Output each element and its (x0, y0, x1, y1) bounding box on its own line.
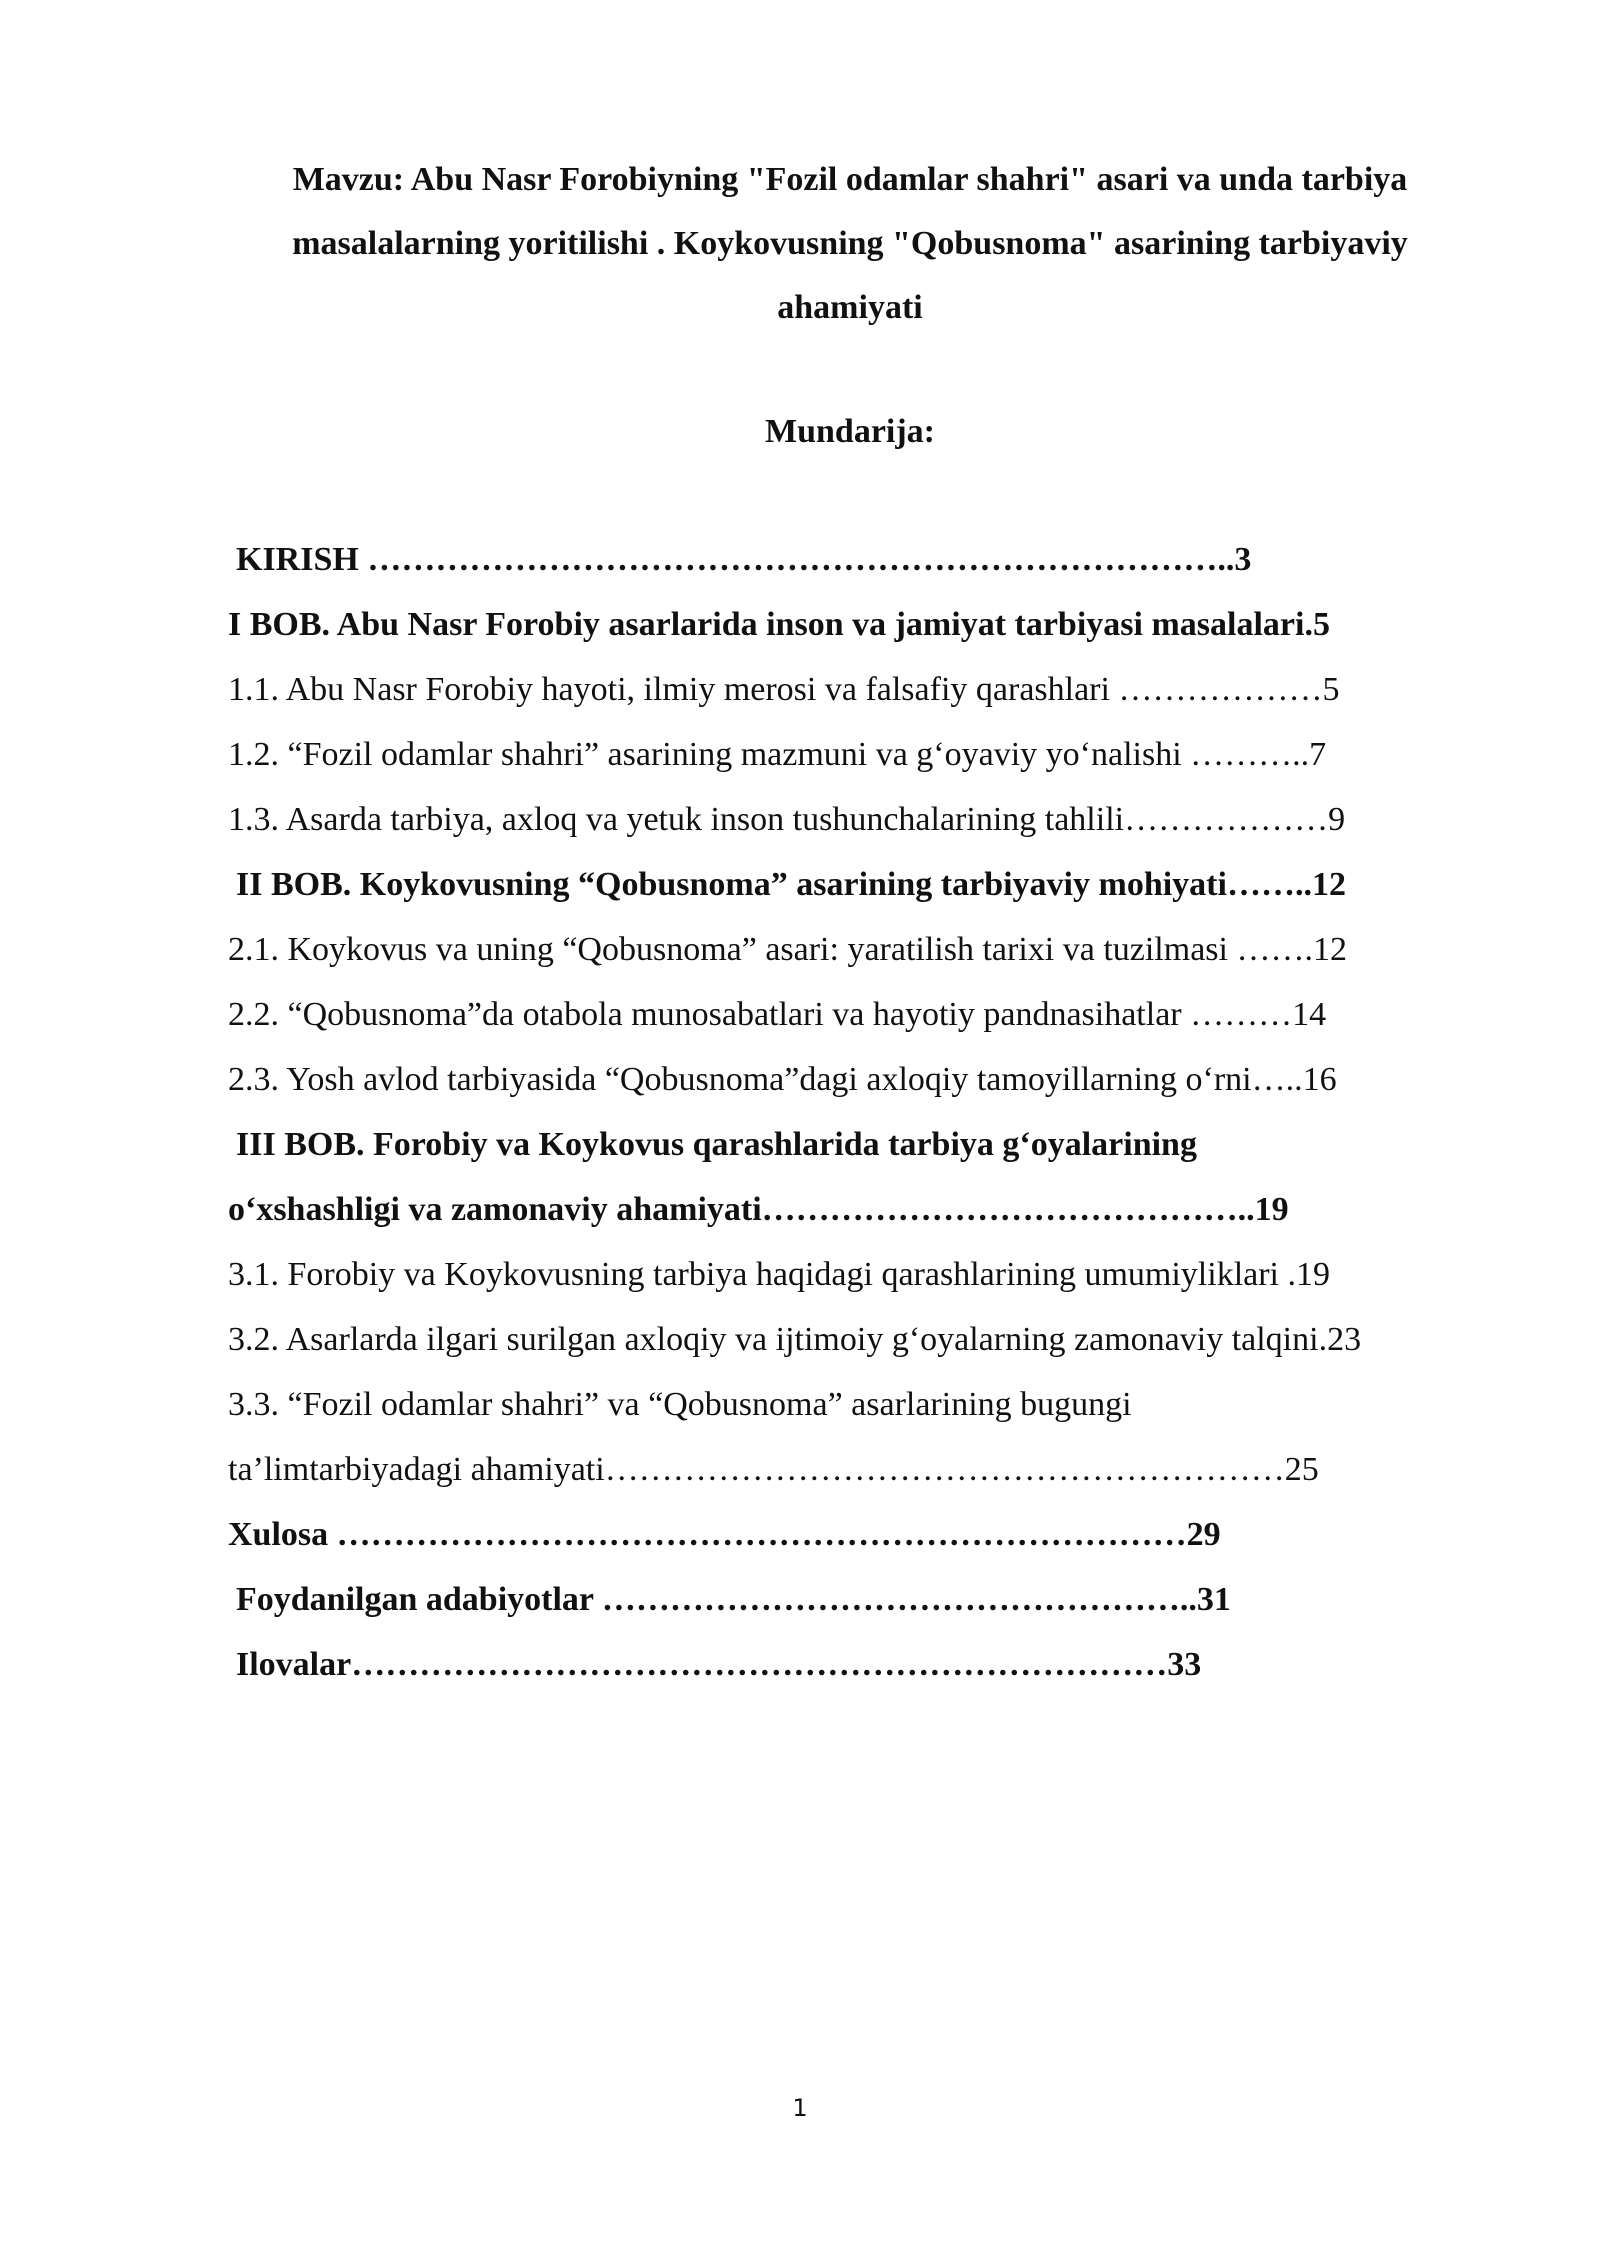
toc-entry-2-2: 2.2. “Qobusnoma”da otabola munosabatlari va hayotiy pandnasihatlar ………14 (228, 996, 1327, 1033)
toc-entry-references: Foydanilgan adabiyotlar ……………………………………………..31 (236, 1581, 1231, 1618)
toc-entry-3-3-line-2: ta’limtarbiyadagi ahamiyati……………………………………………………25 (228, 1451, 1319, 1488)
toc-entry-2-3: 2.3. Yosh avlod tarbiyasida “Qobusnoma”dagi axloqiy tamoyillarning o‘rni…..16 (228, 1061, 1337, 1098)
toc-entry-appendices: Ilovalar………………………………………………………………33 (236, 1646, 1202, 1683)
toc-entry-1-2: 1.2. “Fozil odamlar shahri” asarining mazmuni va g‘oyaviy yo‘nalishi ………..7 (228, 736, 1327, 773)
toc-entry-conclusion: Xulosa …………………………………………………………………29 (228, 1516, 1221, 1553)
toc-entry-chapter-3-line-1: III BOB. Forobiy va Koykovus qarashlarida tarbiya g‘oyalarining (236, 1126, 1197, 1163)
toc-entry-3-2: 3.2. Asarlarda ilgari surilgan axloqiy va ijtimoiy g‘oyalarning zamonaviy talqini.23 (228, 1321, 1362, 1358)
toc-entry-3-3-line-1: 3.3. “Fozil odamlar shahri” va “Qobusnoma” asarlarining bugungi (228, 1386, 1132, 1423)
toc-entry-chapter-2: II BOB. Koykovusning “Qobusnoma” asarining tarbiyaviy mohiyati……..12 (236, 866, 1346, 903)
toc-heading: Mundarija: (765, 413, 935, 450)
toc-entry-chapter-1: I BOB. Abu Nasr Forobiy asarlarida inson va jamiyat tarbiyasi masalalari.5 (228, 606, 1330, 643)
toc-entry-2-1: 2.1. Koykovus va uning “Qobusnoma” asari: yaratilish tarixi va tuzilmasi …….12 (228, 931, 1347, 968)
document-title (200, 148, 1500, 340)
title-line-2: masalalarning yoritilishi . Koykovusning "Qobusnoma" asarining tarbiyaviy (292, 225, 1408, 262)
title-line-1: Mavzu: Abu Nasr Forobiyning "Fozil odamlar shahri" asari va unda tarbiya (292, 161, 1408, 198)
toc-entry-3-1: 3.1. Forobiy va Koykovusning tarbiya haqidagi qarashlarining umumiyliklari .19 (228, 1256, 1330, 1293)
toc-entry-introduction: KIRISH …………………………………………………………………..3 (236, 541, 1252, 578)
page-number: 1 (792, 2094, 808, 2122)
toc-entry-1-3: 1.3. Asarda tarbiya, axloq va yetuk inson tushunchalarining tahlili………………9 (228, 801, 1346, 838)
toc-entry-1-1: 1.1. Abu Nasr Forobiy hayoti, ilmiy merosi va falsafiy qarashlari ………………5 (228, 671, 1340, 708)
toc-entry-chapter-3-line-2: o‘xshashligi va zamonaviy ahamiyati……………………………………..19 (228, 1191, 1289, 1228)
title-line-3: ahamiyati (777, 289, 923, 326)
